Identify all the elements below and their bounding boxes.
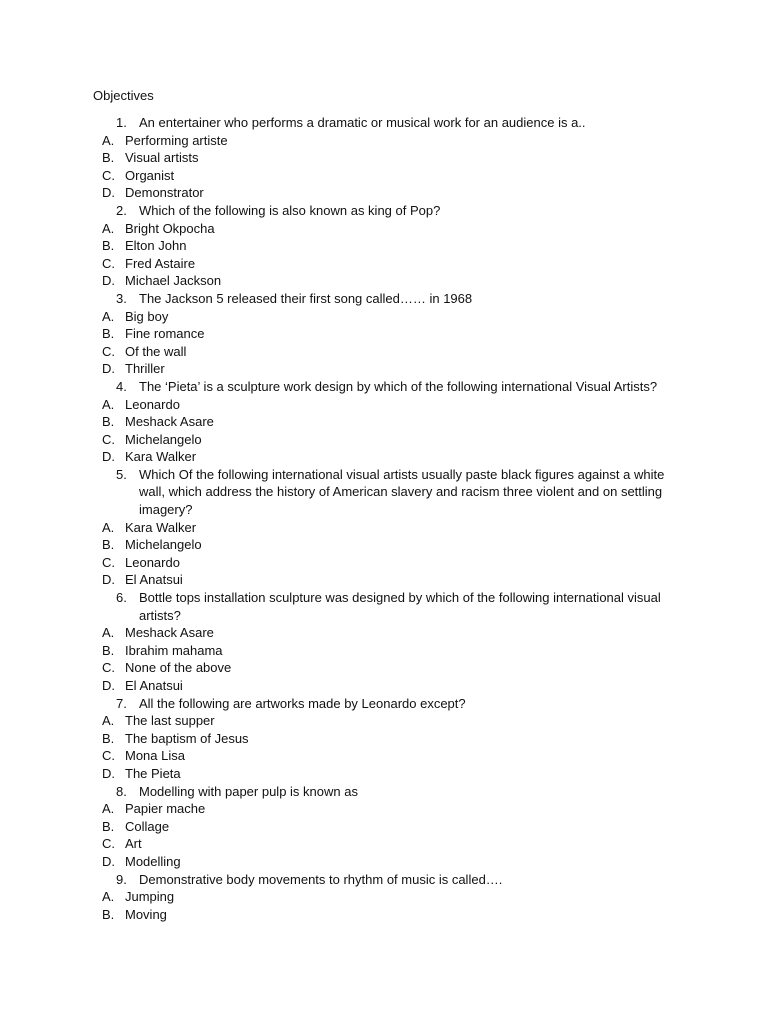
question-text: Which Of the following international visual artists usually paste black figures against a white wall, which address the history of American slavery and racism three violent and on settling imagery? (139, 466, 665, 518)
option-letter: C. (102, 167, 115, 183)
option-text: Papier mache (125, 801, 206, 817)
option-letter: C. (102, 431, 115, 447)
option-text: Big boy (125, 308, 169, 324)
answer-option (0, 712, 768, 730)
answer-option (0, 765, 768, 783)
option-text: Of the wall (125, 343, 187, 359)
option-letter: D. (102, 361, 115, 377)
option-text: The Pieta (125, 765, 181, 781)
option-letter: A. (102, 396, 115, 412)
question-number: 3. (116, 290, 127, 306)
option-text: Jumping (125, 889, 175, 905)
option-letter: B. (102, 238, 115, 254)
answer-option (0, 818, 768, 836)
option-letter: A. (102, 801, 115, 817)
option-letter: A. (102, 519, 115, 535)
option-text: Performing artiste (125, 132, 228, 148)
answer-option (0, 308, 768, 326)
question-1 (0, 114, 674, 132)
option-letter: D. (102, 449, 115, 465)
option-text: The last supper (125, 713, 215, 729)
option-text: Ibrahim mahama (125, 642, 223, 658)
question-number: 8. (116, 783, 127, 799)
question-5 (0, 466, 674, 519)
option-letter: C. (102, 343, 115, 359)
option-text: El Anatsui (125, 678, 183, 693)
answer-option (0, 659, 768, 677)
option-text: Visual artists (125, 150, 199, 166)
question-number: 1. (116, 115, 127, 130)
answer-option (0, 747, 768, 765)
option-letter: C. (102, 748, 115, 764)
option-text: Fred Astaire (125, 255, 196, 271)
answer-option (0, 272, 768, 290)
answer-option (0, 888, 768, 906)
answer-option (0, 730, 768, 748)
answer-option (0, 360, 768, 378)
option-letter: D. (102, 678, 115, 693)
question-list (0, 114, 768, 923)
question-text: Bottle tops installation sculpture was designed by which of the following international visual artists? (139, 590, 661, 623)
answer-option (0, 255, 768, 273)
option-letter: D. (102, 853, 115, 869)
option-letter: A. (102, 889, 115, 905)
option-letter: D. (102, 572, 115, 588)
answer-option (0, 184, 768, 202)
option-text: Modelling (125, 853, 181, 869)
option-text: None of the above (125, 660, 232, 676)
answer-option (0, 624, 768, 642)
answer-option (0, 554, 768, 572)
option-letter: C. (102, 836, 115, 852)
option-text: Thriller (125, 361, 165, 377)
option-text: El Anatsui (125, 572, 183, 588)
answer-option (0, 835, 768, 853)
question-number: 6. (116, 590, 127, 606)
option-text: Elton John (125, 238, 187, 254)
question-text: Modelling with paper pulp is known as (139, 783, 358, 799)
option-text: Michelangelo (125, 431, 202, 447)
option-letter: B. (102, 818, 115, 834)
answer-option (0, 853, 768, 871)
option-text: Bright Okpocha (125, 220, 215, 236)
option-letter: A. (102, 132, 115, 148)
answer-option (0, 325, 768, 343)
question-number: 7. (116, 695, 127, 711)
option-letter: B. (102, 642, 115, 658)
answer-option (0, 519, 768, 537)
question-text: The Jackson 5 released their first song called…… in 1968 (139, 290, 473, 306)
option-letter: C. (102, 255, 115, 271)
option-text: Moving (125, 906, 167, 922)
question-text: All the following are artworks made by Leonardo except? (139, 695, 466, 711)
option-text: Art (125, 836, 142, 852)
answer-option (0, 800, 768, 818)
option-text: Kara Walker (125, 449, 197, 465)
option-letter: A. (102, 220, 115, 236)
option-text: Michael Jackson (125, 273, 222, 289)
option-letter: B. (102, 537, 115, 553)
option-text: Meshack Asare (125, 625, 214, 641)
answer-option (0, 343, 768, 361)
question-8 (0, 783, 674, 801)
answer-option (0, 448, 768, 466)
answer-option (0, 132, 768, 150)
question-text: The ‘Pieta’ is a sculpture work design by which of the following international Visual Artists? (139, 378, 658, 394)
question-6 (0, 589, 674, 624)
option-letter: C. (102, 554, 115, 570)
option-text: Michelangelo (125, 537, 202, 553)
option-letter: A. (102, 713, 115, 729)
question-2 (0, 202, 674, 220)
option-text: Demonstrator (125, 185, 204, 201)
answer-option (0, 237, 768, 255)
option-letter: A. (102, 308, 115, 324)
option-letter: B. (102, 730, 115, 746)
option-letter: B. (102, 326, 115, 342)
option-letter: D. (102, 273, 115, 289)
option-letter: A. (102, 625, 115, 641)
question-number: 9. (116, 871, 127, 887)
option-text: Leonardo (125, 396, 180, 412)
option-text: The baptism of Jesus (125, 730, 249, 746)
option-text: Mona Lisa (125, 748, 185, 764)
option-letter: B. (102, 150, 115, 166)
section-heading: Objectives (93, 88, 154, 103)
option-letter: D. (102, 765, 115, 781)
answer-option (0, 906, 768, 924)
answer-option (0, 149, 768, 167)
question-number: 5. (116, 466, 127, 482)
question-number: 2. (116, 202, 127, 218)
question-7 (0, 695, 674, 713)
question-text: Demonstrative body movements to rhythm of music is called…. (139, 871, 503, 887)
option-letter: C. (102, 660, 115, 676)
option-letter: D. (102, 185, 115, 201)
option-text: Organist (125, 167, 175, 183)
answer-option (0, 677, 768, 695)
option-text: Fine romance (125, 326, 205, 342)
question-4 (0, 378, 674, 396)
option-text: Meshack Asare (125, 414, 214, 430)
answer-option (0, 167, 768, 185)
answer-option (0, 220, 768, 238)
question-text: Which of the following is also known as king of Pop? (139, 202, 441, 218)
option-text: Kara Walker (125, 519, 197, 535)
answer-option (0, 431, 768, 449)
option-text: Leonardo (125, 554, 180, 570)
question-9 (0, 871, 674, 889)
option-letter: B. (102, 414, 115, 430)
answer-option (0, 571, 768, 589)
answer-option (0, 396, 768, 414)
option-text: Collage (125, 818, 170, 834)
option-letter: B. (102, 906, 115, 922)
answer-option (0, 536, 768, 554)
answer-option (0, 413, 768, 431)
answer-option (0, 642, 768, 660)
question-text: An entertainer who performs a dramatic or musical work for an audience is a.. (139, 115, 586, 130)
question-number: 4. (116, 378, 127, 394)
question-3 (0, 290, 674, 308)
